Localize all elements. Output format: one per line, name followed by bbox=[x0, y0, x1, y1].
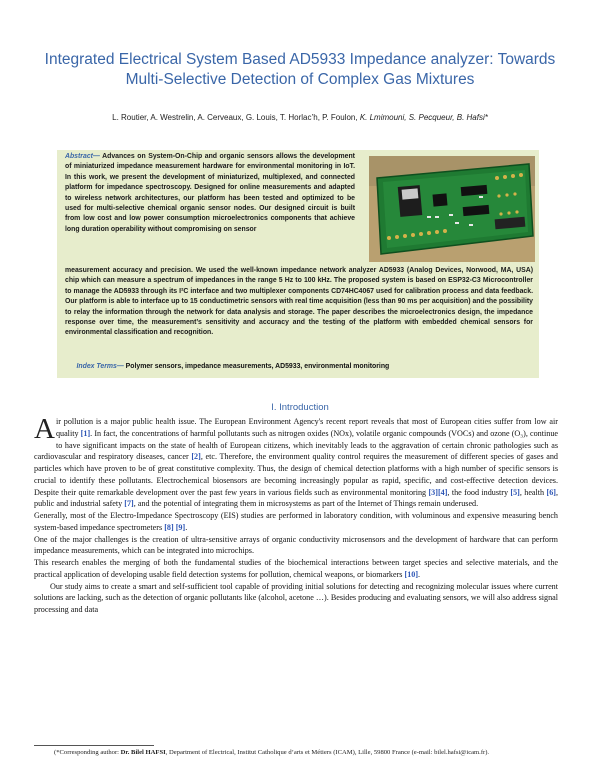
paragraph-1 bbox=[34, 413, 558, 510]
footnote-author: Dr. Bilel HAFSI bbox=[120, 749, 166, 756]
author-list bbox=[40, 113, 560, 122]
abstract-box bbox=[57, 150, 539, 378]
section-heading: I. Introduction bbox=[271, 402, 329, 413]
body-text bbox=[34, 413, 558, 616]
text-run: . bbox=[185, 522, 188, 532]
text-run: , health bbox=[519, 487, 547, 497]
footnote-divider bbox=[34, 745, 154, 746]
text-run: , public and industrial safety bbox=[34, 487, 558, 509]
index-terms bbox=[65, 362, 533, 372]
index-terms-text: Polymer sensors, impedance measurements, AD5933, environmental monitoring bbox=[125, 363, 390, 370]
paragraph-4 bbox=[34, 557, 558, 581]
authors-regular: L. Routier, A. Westrelin, A. Cerveaux, G. Louis, T. Horlac’h, P. Foulon, bbox=[112, 113, 358, 122]
text-run: , etc. Therefore, the environment quality control requires the measurement of different species of gases and particles which have proven to be of great constitutive complexity. Thus, the design of chemical detection platforms with a high number of specific sensors is crucial to identify these pollutants. Electrochemical biosensors are becoming increasingly popular as rapid, specific, and cost-effective detection devices. Despite their quite remarkable development over the past few years in various fields such as environmental monitoring bbox=[34, 452, 558, 497]
abstract-text-top bbox=[65, 152, 355, 235]
citation-link[interactable]: [8] bbox=[164, 522, 174, 532]
citation-link[interactable]: [9] bbox=[175, 522, 186, 532]
pcb-board-photo bbox=[369, 156, 535, 262]
text-run: ir pollution is a major public health issue. The European Environment Agency's recent report reveals that most of European cities suffer from low air quality bbox=[55, 417, 558, 438]
text-run: This research enables the merging of both the fundamental studies of the biochemical interactions between target species and selective materials, and the practical application of developing usable field detection systems for pollution, chemical weapons, or biomarkers bbox=[34, 558, 558, 579]
footnote-prefix: (*Corresponding author: bbox=[54, 749, 121, 756]
paper-title: Integrated Electrical System Based AD5933 Impedance analyzer: Towards Multi-Selective Detection of Complex Gas Mixtures bbox=[44, 51, 556, 88]
citation-link[interactable]: [1] bbox=[80, 428, 91, 438]
ad5933-chip bbox=[433, 193, 448, 206]
abstract-text-rest: measurement accuracy and precision. We used the well-known impedance network analyzer AD5933 (Analog Devices, Norwood, MA, USA) chip which can measure a spectrum of impedances in the range 5 Hz to 100 kHz. The proposed system is based on ESP32-C3 Microcontroller to manage the AD5933 through its I²C interface and two multiplexer components CD74HC4067 used for calibration process and data feedback. Our platform is able to interface up to 15 conductimetric sensors with real time acquisition (less than 90 ms per acquisition) and the possibility to relay the information through the network for data analysis and storage. The paper describes the microelectronics design, the impedance response over time, the measurement’s sensitivity and accuracy and the testing of the platform with embedded chemical sensors for environmental classification and recognition. bbox=[65, 267, 533, 337]
footnote-text: , Department of Electrical, Institut Catholique d’arts et Métiers (ICAM), Lille, 59800 France (e-mail: bilel.hafsi@icam.fr). bbox=[165, 749, 490, 756]
text-run: Generally, most of the Electro-Impedance Spectroscopy (EIS) studies are performed in laboratory condition, with voluminous and expensive measuring bench system-based impedance spectrometers bbox=[34, 511, 558, 532]
text-run: . bbox=[418, 569, 421, 579]
text-run: , the food industry bbox=[447, 487, 511, 497]
abstract-heading: Abstract— bbox=[65, 153, 100, 160]
citation-link[interactable]: [10] bbox=[404, 569, 419, 579]
text-run: . In fact, the concentrations of harmful pollutants such as nitrogen oxides (NOx), volatile organic compounds (VOCs) and ozone (O₃), continue to have significant impacts on the state of health of European citizens, which inevitably leads to the aggravation of certain chronic pathologies such as cardiovascular and respiratory diseases, cancer bbox=[34, 428, 558, 462]
footnote bbox=[34, 748, 558, 758]
index-terms-label: Index Terms— bbox=[76, 363, 124, 370]
text-run: , and the potential of integrating them in microsystems as part of the Internet of Things remain underused. bbox=[133, 499, 479, 509]
authors-italic: K. Lmimouni, S. Pecqueur, B. Hafsi* bbox=[359, 113, 488, 122]
citation-link[interactable]: [7] bbox=[124, 499, 134, 509]
citation-link[interactable]: [5] bbox=[510, 487, 520, 497]
paragraph-2 bbox=[34, 510, 558, 534]
drop-cap: A bbox=[34, 413, 55, 445]
paragraph-3: One of the major challenges is the creation of ultra-sensitive arrays of organic conductivity microsensors and the development of hardware that can perform impedance measurements, which can be integrated into microchips. bbox=[34, 534, 558, 556]
paragraph-5: Our study aims to create a smart and self-sufficient tool capable of providing initial solutions for detecting and recognizing molecular issues where current solutions are lacking, such as the detection of organic pollutants like (alcohol, acetone …). Besides producing and evaluating sensors, we will also address signal processing and data bbox=[34, 581, 558, 614]
citation-link[interactable]: [2] bbox=[191, 452, 201, 462]
abstract-body-top: Advances on System-On-Chip and organic sensors allows the development of miniaturized impedance measurement hardware for environmental monitoring in IoT. In this work, we present the development of miniaturized, multiplexed, and connected platform for impedance spectroscopy. Designed for online measurements and adapted to wireless network architectures, our platform has been tested and optimized to be used for multi-selective chemical organic sensor nodes. Our designed circuit is built from low cost and low power consumption microelectronics components that achieve long duration operability without compromising on sensor bbox=[65, 153, 355, 233]
citation-link[interactable]: [3][4] bbox=[428, 487, 448, 497]
citation-link[interactable]: [6] bbox=[546, 487, 556, 497]
